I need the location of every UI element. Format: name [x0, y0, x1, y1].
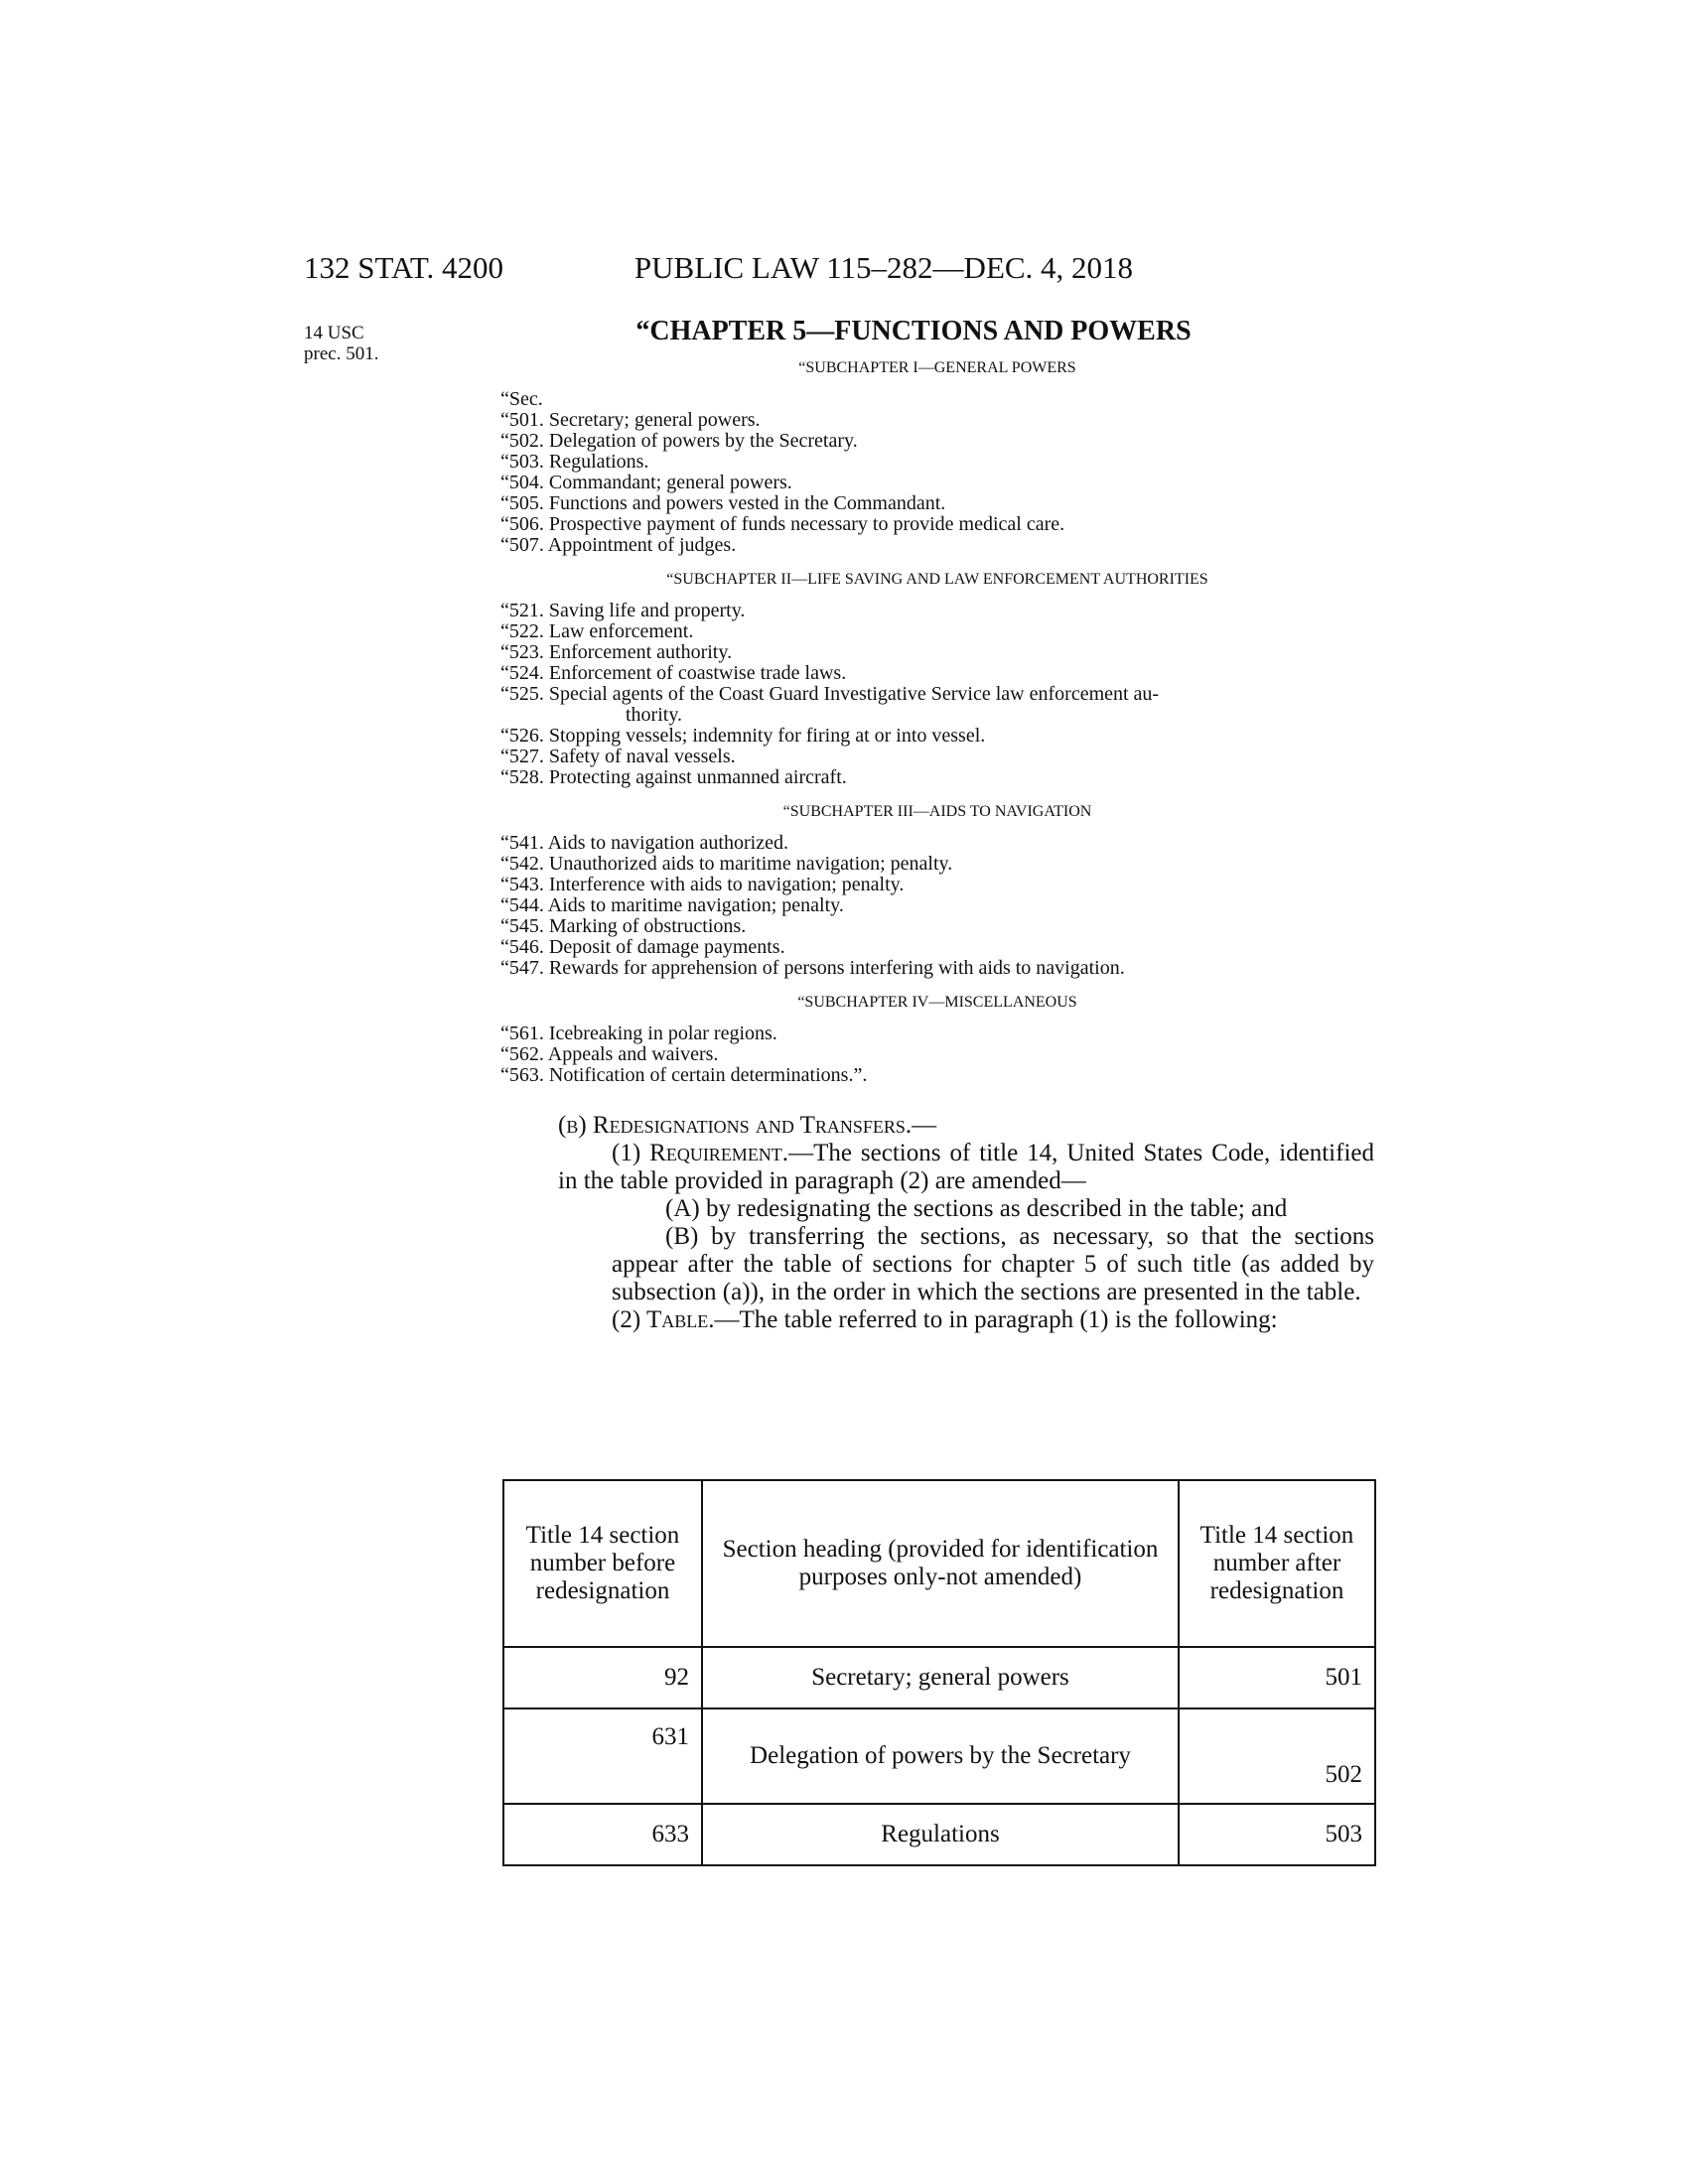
margin-citation-line2: prec. 501. [304, 343, 379, 364]
toc-item: “547. Rewards for apprehension of persons interfering with aids to navigation. [500, 957, 1125, 979]
toc-item: “521. Saving life and property. [500, 600, 746, 621]
margin-citation-line1: 14 USC [304, 323, 364, 343]
cell-before: 633 [503, 1804, 702, 1865]
subchapter-heading: “SUBCHAPTER II—LIFE SAVING AND LAW ENFORCEMENT AUTHORITIES [666, 571, 1208, 588]
subparagraph-a: (A) by redesignating the sections as described in the table; and [665, 1195, 1288, 1222]
header-heading: Section heading (provided for identification purposes only-not amended) [702, 1480, 1179, 1647]
subchapter-heading: “SUBCHAPTER III—AIDS TO NAVIGATION [782, 803, 1092, 820]
cell-heading: Delegation of powers by the Secretary [702, 1708, 1179, 1804]
table-row [503, 1804, 1375, 1865]
toc-item: “507. Appointment of judges. [500, 534, 737, 556]
toc-item-continuation: thority. [626, 704, 683, 726]
toc-item: “525. Special agents of the Coast Guard Investigative Service law enforcement au- [500, 683, 1160, 705]
toc-item: “542. Unauthorized aids to maritime navigation; penalty. [500, 853, 953, 875]
toc-item: “544. Aids to maritime navigation; penalty. [500, 894, 844, 916]
toc-item: “543. Interference with aids to navigation; penalty. [500, 874, 905, 895]
subchapter-heading: “SUBCHAPTER I—GENERAL POWERS [798, 359, 1076, 376]
subparagraph-b: (B) by transferring the sections, as necessary, so that the sections appear after the table of sections for chapter 5 of such title (as added by subsection (a)), in the order in which the sections are presented in the table. [612, 1223, 1374, 1305]
toc-item: “522. Law enforcement. [500, 620, 694, 642]
table-row [503, 1708, 1375, 1804]
cell-after: 503 [1179, 1804, 1375, 1865]
cell-after: 502 [1179, 1708, 1375, 1804]
cell-heading: Regulations [702, 1804, 1179, 1865]
toc-item: “528. Protecting against unmanned aircraft. [500, 766, 847, 788]
toc-item: “502. Delegation of powers by the Secretary. [500, 430, 858, 452]
cell-heading: Secretary; general powers [702, 1647, 1179, 1708]
cell-after: 501 [1179, 1647, 1375, 1708]
redesignation-table [502, 1479, 1376, 1866]
toc-item: “546. Deposit of damage payments. [500, 936, 785, 958]
public-law-header: PUBLIC LAW 115–282—DEC. 4, 2018 [633, 250, 1134, 285]
toc-item: “524. Enforcement of coastwise trade laws. [500, 662, 847, 684]
cell-before: 92 [503, 1647, 702, 1708]
toc-item: “505. Functions and powers vested in the Commandant. [500, 492, 946, 514]
cell-before: 631 [503, 1708, 702, 1804]
header-after: Title 14 section number after redesignation [1179, 1480, 1375, 1647]
toc-item: “541. Aids to navigation authorized. [500, 832, 788, 854]
toc-item: “561. Icebreaking in polar regions. [500, 1023, 777, 1044]
paragraph-1 [558, 1140, 1374, 1195]
toc-item: “523. Enforcement authority. [500, 641, 733, 663]
toc-item: “526. Stopping vessels; indemnity for firing at or into vessel. [500, 725, 986, 747]
toc-item: “563. Notification of certain determinations.”. [500, 1064, 868, 1086]
statute-body [558, 1112, 1374, 1334]
table-row [503, 1647, 1375, 1708]
toc-item: “504. Commandant; general powers. [500, 472, 792, 493]
header-before: Title 14 section number before redesignation [503, 1480, 702, 1647]
chapter-title: “CHAPTER 5—FUNCTIONS AND POWERS [635, 316, 1192, 346]
paragraph-2-label: (2) Table. [612, 1306, 715, 1333]
subchapter-heading: “SUBCHAPTER IV—MISCELLANEOUS [797, 994, 1077, 1011]
subsection-b-heading: (b) Redesignations and Transfers.— [558, 1112, 937, 1139]
table-of-sections [500, 357, 1374, 1086]
toc-item: “506. Prospective payment of funds necessary to provide medical care. [500, 513, 1065, 535]
toc-item: “501. Secretary; general powers. [500, 409, 761, 431]
paragraph-1-text: —The sections of title 14, United States Code, identified in the table provided in paragraph (2) are amended— [558, 1140, 1374, 1194]
paragraph-2 [558, 1306, 1374, 1334]
paragraph-1-label: (1) Requirement. [612, 1140, 789, 1166]
toc-item: “503. Regulations. [500, 451, 649, 473]
sec-label: “Sec. [500, 388, 543, 410]
toc-item: “545. Marking of obstructions. [500, 915, 747, 937]
table-header-row [503, 1480, 1375, 1647]
stat-page-number: 132 STAT. 4200 [304, 250, 504, 285]
paragraph-2-text: —The table referred to in paragraph (1) is the following: [714, 1306, 1278, 1333]
toc-item: “527. Safety of naval vessels. [500, 746, 736, 767]
toc-item: “562. Appeals and waivers. [500, 1043, 719, 1065]
